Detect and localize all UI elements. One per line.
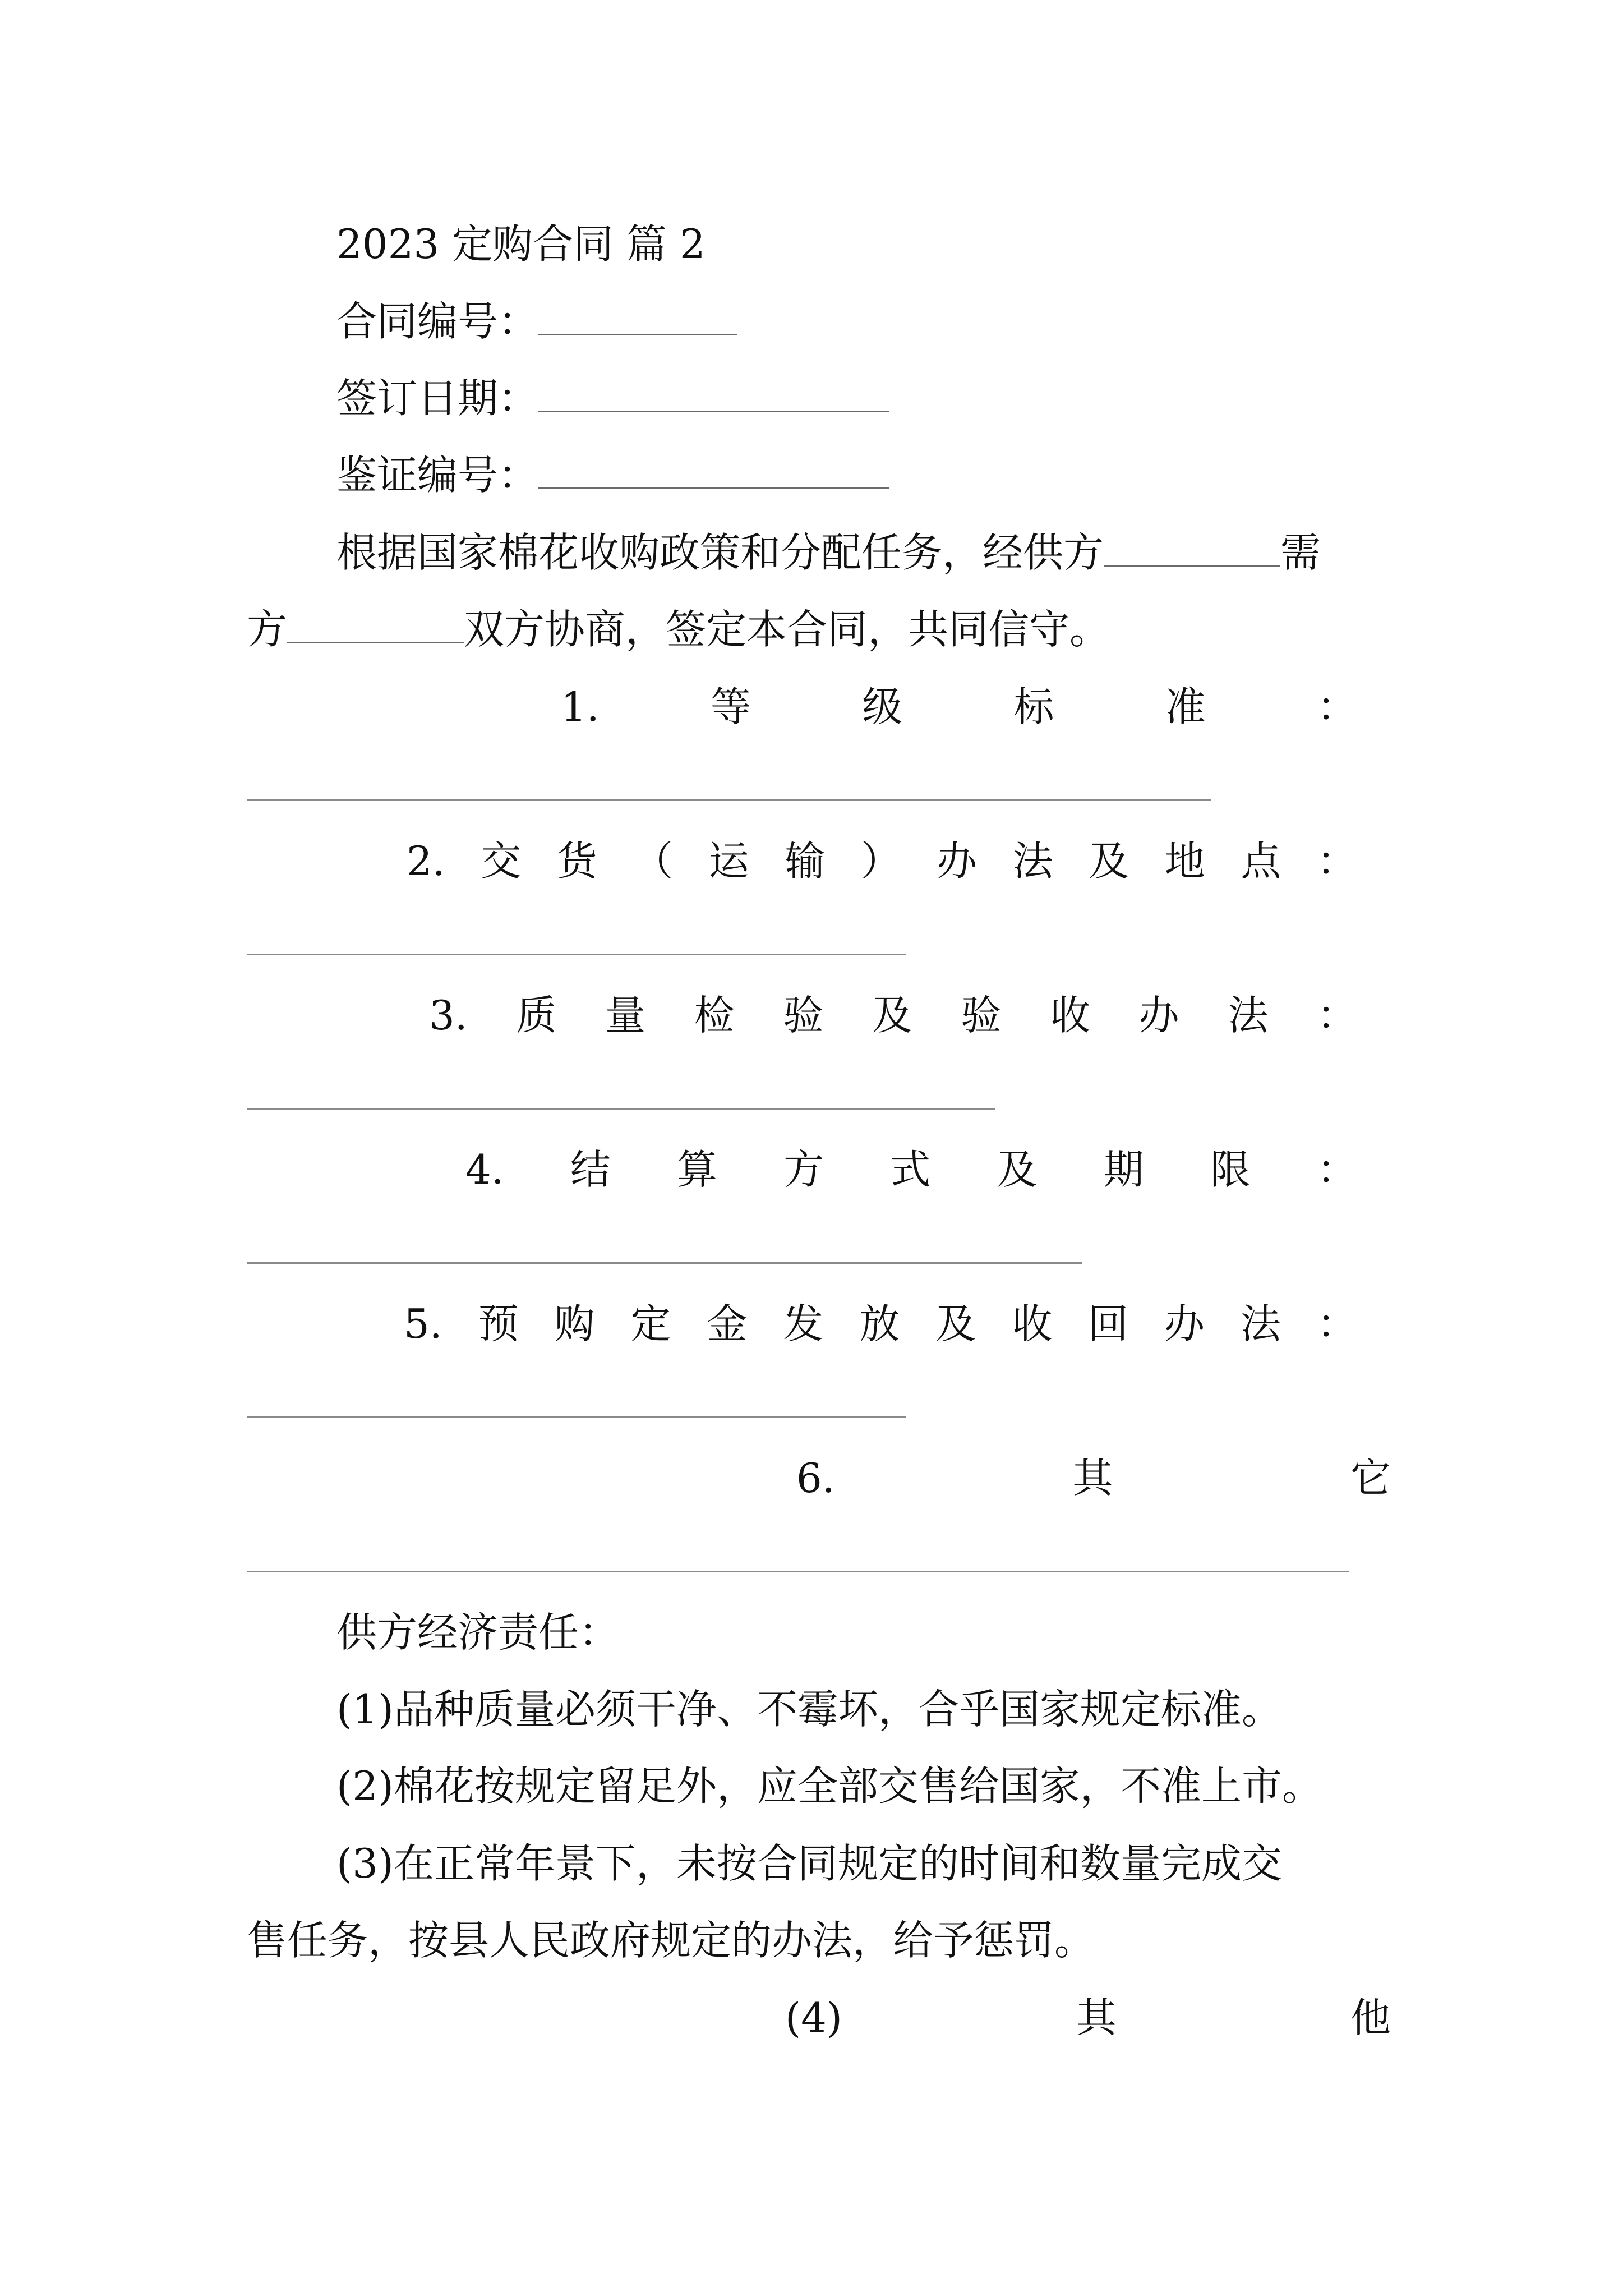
- clause-2-char: 办: [937, 838, 978, 885]
- clause-4-char: 方: [783, 1146, 824, 1193]
- clause-3-char: 办: [1138, 992, 1179, 1039]
- document-title: 2023 定购合同 篇 2: [336, 220, 706, 268]
- clause-2-colon: ：: [1316, 838, 1357, 885]
- clause-2-char: 地: [1164, 838, 1205, 885]
- clause-3-char: 检: [694, 992, 735, 1039]
- buyer-blank: [287, 602, 464, 643]
- clause-3-char: 及: [872, 992, 912, 1039]
- clause-6-char: 它: [1350, 1455, 1391, 1502]
- clause-3-char: 量: [605, 992, 645, 1039]
- intro-line-1: [336, 524, 1321, 581]
- contract-number-blank: [538, 295, 737, 335]
- clause-3-num: 3.: [429, 992, 468, 1039]
- clause-5-char: 金: [707, 1300, 748, 1347]
- clause-3-char: 法: [1228, 992, 1269, 1039]
- clause-5-char: 回: [1088, 1300, 1129, 1347]
- supplier-heading: 供方经济责任：: [336, 1609, 620, 1656]
- clause-4-char: 限: [1210, 1146, 1251, 1193]
- clause-3: [429, 987, 1357, 1043]
- clause-5-char: 预: [478, 1300, 519, 1347]
- clause-1-char: 等: [710, 683, 751, 730]
- clause-2-char: 输: [785, 838, 826, 885]
- supplier-item-4: [785, 1990, 1391, 2046]
- sign-date-blank: [538, 371, 889, 412]
- clause-2-num: 2.: [407, 838, 445, 885]
- clause-2-char: 货: [556, 838, 597, 885]
- clause-5-answer-line: [247, 1416, 906, 1418]
- clause-2-char: 运: [708, 838, 749, 885]
- supplier-item-4-char: 他: [1350, 1994, 1391, 2041]
- clause-4: [465, 1142, 1357, 1198]
- clause-6-num: 6.: [796, 1455, 835, 1502]
- clause-3-colon: ：: [1316, 992, 1357, 1039]
- clause-2-char: 法: [1012, 838, 1053, 885]
- clause-4-char: 期: [1103, 1146, 1144, 1193]
- clause-1-char: 标: [1013, 683, 1054, 730]
- intro-line-2: [247, 601, 1110, 657]
- supplier-item-3-line-2: 售任务，按县人民政府规定的办法，给予惩罚。: [247, 1917, 1095, 1964]
- contract-number-row: [336, 293, 737, 349]
- clause-5-char: 放: [859, 1300, 900, 1347]
- clause-5-colon: ：: [1316, 1300, 1357, 1347]
- sign-date-row: [336, 370, 889, 426]
- clause-2-answer-line: [247, 954, 906, 955]
- sign-date-label: 签订日期：: [336, 375, 539, 422]
- clause-2-char: ）: [860, 838, 901, 885]
- intro-text-2-end: 双方协商，签定本合同，共同信守。: [464, 606, 1110, 653]
- clause-1-char: 准: [1165, 683, 1206, 730]
- clause-2-char: 点: [1241, 838, 1281, 885]
- clause-5-char: 收: [1012, 1300, 1053, 1347]
- clause-4-char: 结: [570, 1146, 611, 1193]
- clause-1-num: 1.: [561, 683, 600, 730]
- clause-4-answer-line: [247, 1262, 1082, 1264]
- clause-4-char: 式: [890, 1146, 931, 1193]
- clause-3-answer-line: [247, 1108, 995, 1110]
- clause-6: [796, 1450, 1391, 1506]
- verify-number-blank: [538, 448, 889, 489]
- clause-4-colon: ：: [1316, 1146, 1357, 1193]
- clause-6-char: 其: [1072, 1455, 1113, 1502]
- clause-5-char: 法: [1241, 1300, 1281, 1347]
- intro-text-1: 根据国家棉花收购政策和分配任务，经供方: [336, 529, 1104, 576]
- clause-5-char: 办: [1164, 1300, 1205, 1347]
- intro-text-1-end: 需: [1280, 529, 1321, 576]
- clause-1-colon: ：: [1316, 683, 1357, 730]
- clause-5-char: 定: [630, 1300, 671, 1347]
- clause-4-char: 算: [677, 1146, 718, 1193]
- clause-5-char: 购: [554, 1300, 595, 1347]
- supplier-item-1: (1)品种质量必须干净、不霉坏，合乎国家规定标准。: [336, 1686, 1282, 1733]
- verify-number-row: [336, 447, 889, 503]
- clause-1: [561, 679, 1357, 735]
- supplier-item-2: (2)棉花按规定留足外，应全部交售给国家，不准上市。: [336, 1763, 1322, 1810]
- clause-2: [407, 833, 1357, 889]
- clause-2-char: （: [633, 838, 674, 885]
- clause-3-char: 质: [516, 992, 557, 1039]
- clause-3-char: 验: [961, 992, 1002, 1039]
- clause-4-num: 4.: [465, 1146, 504, 1193]
- supplier-blank: [1104, 526, 1280, 567]
- clause-5-char: 发: [783, 1300, 824, 1347]
- clause-5: [404, 1296, 1357, 1352]
- contract-number-label: 合同编号：: [336, 298, 539, 345]
- supplier-item-3-line-1: (3)在正常年景下，未按合同规定的时间和数量完成交: [336, 1840, 1282, 1887]
- clause-2-char: 及: [1089, 838, 1129, 885]
- clause-5-num: 5.: [404, 1300, 442, 1347]
- clause-2-char: 交: [481, 838, 522, 885]
- supplier-item-4-num: (4): [785, 1994, 842, 2041]
- clause-5-char: 及: [935, 1300, 976, 1347]
- clause-4-char: 及: [997, 1146, 1038, 1193]
- clause-6-answer-line: [247, 1571, 1349, 1572]
- verify-number-label: 鉴证编号：: [336, 452, 539, 499]
- intro-text-2-start: 方: [247, 606, 288, 653]
- clause-3-char: 收: [1050, 992, 1091, 1039]
- supplier-item-4-char: 其: [1076, 1994, 1117, 2041]
- clause-1-char: 级: [862, 683, 903, 730]
- clause-1-answer-line: [247, 799, 1211, 801]
- clause-3-char: 验: [783, 992, 824, 1039]
